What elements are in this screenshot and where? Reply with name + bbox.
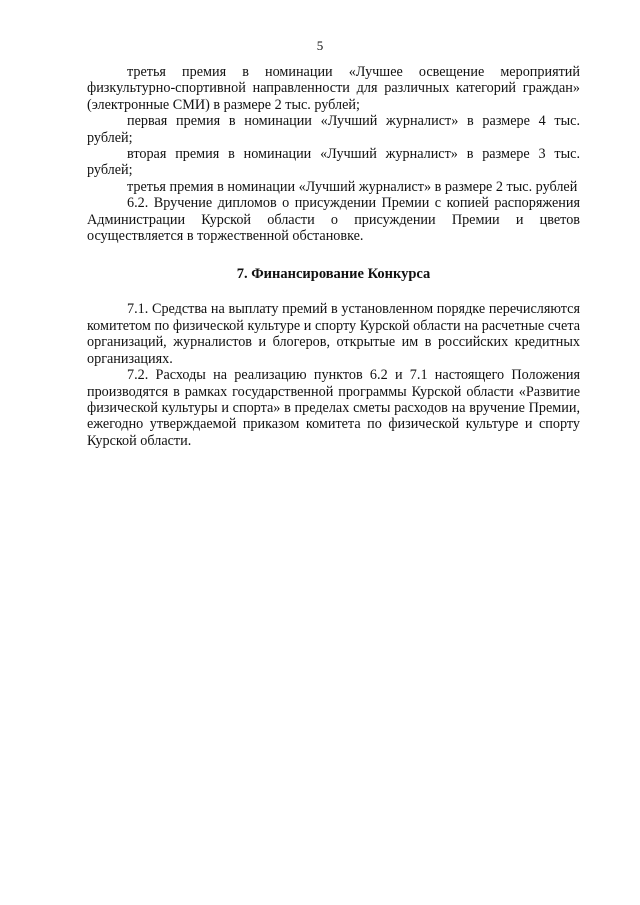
paragraph-second-prize-journalist: вторая премия в номинации «Лучший журналист» в размере 3 тыс. рублей; bbox=[87, 146, 580, 179]
document-body bbox=[87, 64, 580, 449]
paragraph-first-prize-journalist: первая премия в номинации «Лучший журналист» в размере 4 тыс. рублей; bbox=[87, 113, 580, 146]
paragraph-7-2: 7.2. Расходы на реализацию пунктов 6.2 и 7.1 настоящего Положения производятся в рамках государственной программы Курской области «Развитие физической культуры и спорта» в пределах сметы расходов на вручение Премии, ежегодно утверждаемой приказом комитета по физической культуре и спорту Курской области. bbox=[87, 367, 580, 449]
paragraph-7-1: 7.1. Средства на выплату премий в установленном порядке перечисляются комитетом по физической культуре и спорту Курской области на расчетные счета организаций, журналистов и блогеров, открытые им в российских кредитных организациях. bbox=[87, 301, 580, 367]
paragraph-third-prize-media: третья премия в номинации «Лучшее освещение мероприятий физкультурно-спортивной направленности для различных категорий граждан» (электронные СМИ) в размере 2 тыс. рублей; bbox=[87, 64, 580, 113]
page-number: 5 bbox=[316, 38, 324, 53]
paragraph-6-2: 6.2. Вручение дипломов о присуждении Премии с копией распоряжения Администрации Курской области о присуждении Премии и цветов осуществляется в торжественной обстановке. bbox=[87, 195, 580, 245]
section-heading: 7. Финансирование Конкурса bbox=[236, 266, 431, 283]
paragraph-third-prize-journalist: третья премия в номинации «Лучший журналист» в размере 2 тыс. рублей bbox=[127, 178, 578, 195]
